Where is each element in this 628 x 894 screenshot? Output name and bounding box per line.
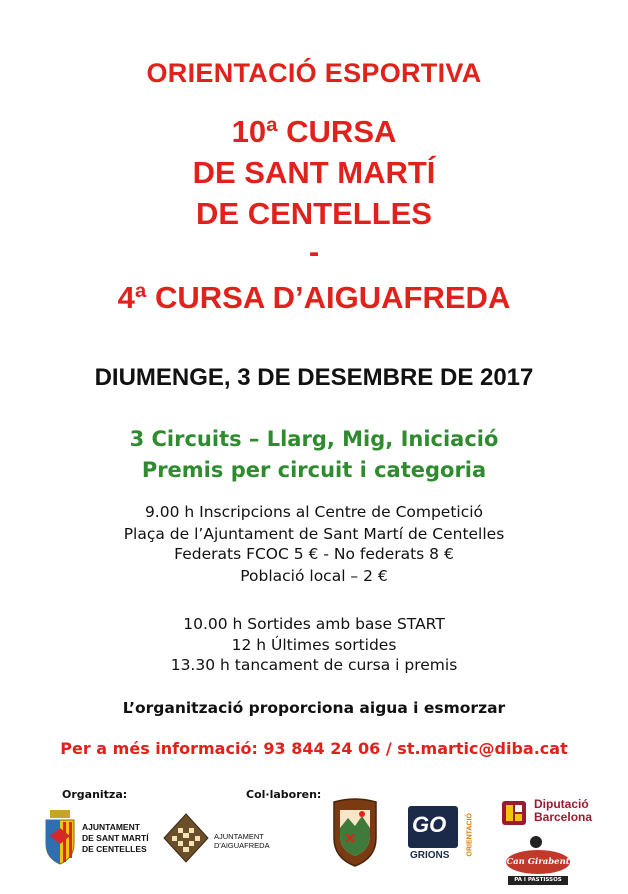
event-type-title: ORIENTACIÓ ESPORTIVA	[146, 58, 482, 88]
ajag-line-1: AJUNTAMENT	[214, 832, 264, 841]
organization-note: L’organització proporciona aigua i esmorzar	[122, 699, 506, 717]
contact-info: Per a més informació: 93 844 24 06 / st.martic@diba.cat	[60, 739, 568, 758]
title-separator: -	[308, 234, 320, 269]
event-date: DIUMENGE, 3 DE DESEMBRE DE 2017	[94, 364, 534, 391]
logo-diputacio-barcelona	[500, 795, 610, 829]
logo-mountain-shield	[330, 798, 380, 868]
bakery-sub: PA I PASTISSOS	[508, 876, 568, 885]
registration-place: Plaça de l’Ajuntament de Sant Martí de Centelles	[123, 525, 505, 543]
diputacio-emblem-icon	[500, 797, 528, 827]
race-title-line-4: 4ª CURSA D’AIGUAFREDA	[117, 280, 511, 315]
ajsm-line-3: DE CENTELLES	[82, 844, 147, 854]
bakery-name: Can Girabent	[506, 850, 570, 874]
shield-icon	[330, 798, 380, 868]
ajsm-line-1: AJUNTAMENT	[82, 822, 140, 832]
race-title-line-3: DE CENTELLES	[196, 196, 432, 231]
race-title-line-1: 10ª CURSA	[231, 114, 397, 149]
registration-fees: Federats FCOC 5 € - No federats 8 €	[174, 545, 454, 563]
registration-time: 9.00 h Inscripcions al Centre de Competició	[144, 503, 484, 521]
local-fee: Població local – 2 €	[240, 567, 388, 585]
diputacio-line-1: Diputació	[534, 797, 589, 811]
coat-of-arms-icon	[162, 812, 210, 864]
ajag-line-2: D'AIGUAFREDA	[214, 841, 270, 850]
collaboren-label: Col·laboren:	[246, 788, 322, 801]
closing-time: 13.30 h tancament de cursa i premis	[170, 656, 458, 674]
circuits-line: 3 Circuits – Llarg, Mig, Iniciació	[129, 427, 499, 451]
logo-ajuntament-aiguafreda	[162, 812, 272, 870]
organiza-label: Organitza:	[62, 788, 128, 801]
baker-icon	[530, 836, 542, 848]
grions-name: GRIONS	[410, 850, 450, 861]
start-time: 10.00 h Sortides amb base START	[183, 615, 445, 633]
logo-grions	[408, 806, 474, 864]
prizes-line: Premis per circuit i categoria	[141, 458, 487, 482]
logo-ajuntament-sant-marti	[44, 810, 174, 870]
grions-badge	[408, 806, 458, 848]
diputacio-line-2: Barcelona	[534, 810, 593, 824]
logo-can-girabent	[506, 836, 576, 890]
last-start: 12 h Últimes sortides	[231, 636, 397, 654]
race-title-line-2: DE SANT MARTÍ	[192, 155, 436, 190]
grions-go: GO	[412, 812, 447, 837]
ajsm-line-2: DE SANT MARTÍ	[82, 833, 149, 843]
grions-side: ORIENTACIÓ	[466, 813, 474, 857]
coat-of-arms-icon	[44, 810, 76, 866]
